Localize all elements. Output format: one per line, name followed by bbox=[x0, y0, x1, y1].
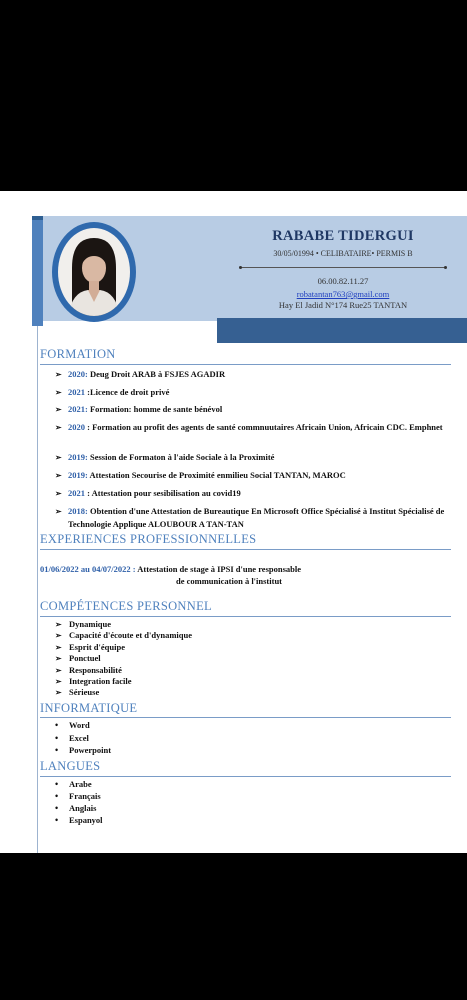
arrow-bullet-icon: ➢ bbox=[55, 423, 62, 432]
arrow-bullet-icon: ➢ bbox=[55, 370, 62, 379]
divider-dot-right bbox=[444, 266, 447, 269]
arrow-bullet-icon: ➢ bbox=[55, 665, 62, 675]
dot-bullet-icon: • bbox=[55, 779, 59, 789]
address: Hay El Jadid N°174 Rue25 TANTAN bbox=[278, 300, 408, 310]
candidate-name: RABABE TIDERGUI bbox=[272, 228, 414, 244]
header-divider bbox=[240, 267, 446, 268]
dot-bullet-icon: • bbox=[55, 720, 59, 730]
arrow-bullet-icon: ➢ bbox=[55, 471, 62, 480]
section-title-experiences: EXPERIENCES PROFESSIONNELLES bbox=[40, 532, 257, 546]
personal-details: 30/05/01994 • CELIBATAIRE• PERMIS B bbox=[273, 249, 413, 258]
arrow-bullet-icon: ➢ bbox=[55, 642, 62, 652]
section-title-competences: COMPÉTENCES PERSONNEL bbox=[40, 599, 212, 613]
dot-bullet-icon: • bbox=[55, 803, 59, 813]
arrow-bullet-icon: ➢ bbox=[55, 676, 62, 686]
left-accent-cap bbox=[32, 216, 43, 220]
section-rule-informatique bbox=[40, 717, 451, 718]
header-dark-band bbox=[217, 318, 467, 343]
dot-bullet-icon: • bbox=[55, 791, 59, 801]
arrow-bullet-icon: ➢ bbox=[55, 620, 62, 629]
dot-bullet-icon: • bbox=[55, 815, 59, 825]
left-accent-bar bbox=[32, 216, 43, 326]
arrow-bullet-icon: ➢ bbox=[55, 631, 62, 641]
arrow-bullet-icon: ➢ bbox=[55, 489, 62, 498]
arrow-bullet-icon: ➢ bbox=[55, 405, 62, 414]
arrow-bullet-icon: ➢ bbox=[55, 507, 62, 516]
section-title-informatique: INFORMATIQUE bbox=[40, 701, 138, 715]
arrow-bullet-icon: ➢ bbox=[55, 654, 62, 664]
experience-entry bbox=[40, 563, 460, 587]
email-link[interactable]: robatantan763@gmail.com bbox=[296, 289, 390, 299]
section-rule-langues bbox=[40, 776, 451, 777]
arrow-bullet-icon: ➢ bbox=[55, 388, 62, 397]
experience-dates: 01/06/2022 au 04/07/2022 : bbox=[40, 564, 136, 574]
left-rule bbox=[37, 326, 38, 853]
section-rule-competences bbox=[40, 616, 451, 617]
section-rule-experiences bbox=[40, 549, 451, 550]
experience-line1: Attestation de stage à IPSI d'une responsable bbox=[135, 564, 302, 574]
section-title-formation: FORMATION bbox=[40, 347, 116, 361]
experience-line2: de communication à l'institut bbox=[176, 576, 283, 586]
divider-dot-left bbox=[239, 266, 242, 269]
arrow-bullet-icon: ➢ bbox=[55, 453, 62, 462]
section-rule-formation bbox=[40, 364, 451, 365]
dot-bullet-icon: • bbox=[55, 732, 59, 743]
phone-number: 06.00.82.11.27 bbox=[317, 276, 369, 286]
cv-page: RABABE TIDERGUI 30/05/01994 • CELIBATAIRE• PERMIS B 06.00.82.11.27 robatantan763@gmail.com Hay El Jadid N°174 Rue25 TANTAN FORMATION ➢ 2020: Deug Droit ARAB à FSJES AGADIR ➢ 2021 :Licence de droit privé ➢ 2021: Formation: homme de sante bénévol ➢ 2020 : Formation au profit des agents de santé commnuutaires Africain Union, Africain CDC. Emphnet ➢ 2019: Session de Formaton à l'aide Sociale à la Proximité ➢ 2019: Attestation Secourise de Proximité enmilieu Social TANTAN, MAROC ➢ 2021 : Attestation pour sesibilisation au covid19 ➢ 2018: Obtention d'une Attestation de Bureautique En Microsoft Office Spécialisé à Institut Spécialisé de Technologie Applique ALOUBOUR A TAN-TAN EXPERIENCES PROFESSIONNELLES 01/06/2022 au 04/07/2022 : Attestation de stage à IPSI d'une responsable de communication à l'institut COMPÉTENCES PERSONNEL ➢ Dynamique ➢ Capacité d'écoute et d'dynamique ➢ Esprit d'équipe ➢ Ponctuel ➢ Responsabilité ➢ Integration facile ➢ Sérieuse INFORMATIQUE • Word • Excel • Powerpoint LANGUES • Arabe • Français • Anglais • Espanyol bbox=[0, 191, 467, 853]
arrow-bullet-icon: ➢ bbox=[55, 688, 62, 698]
profile-photo bbox=[58, 228, 130, 316]
dot-bullet-icon: • bbox=[55, 745, 59, 755]
section-title-langues: LANGUES bbox=[40, 759, 101, 773]
